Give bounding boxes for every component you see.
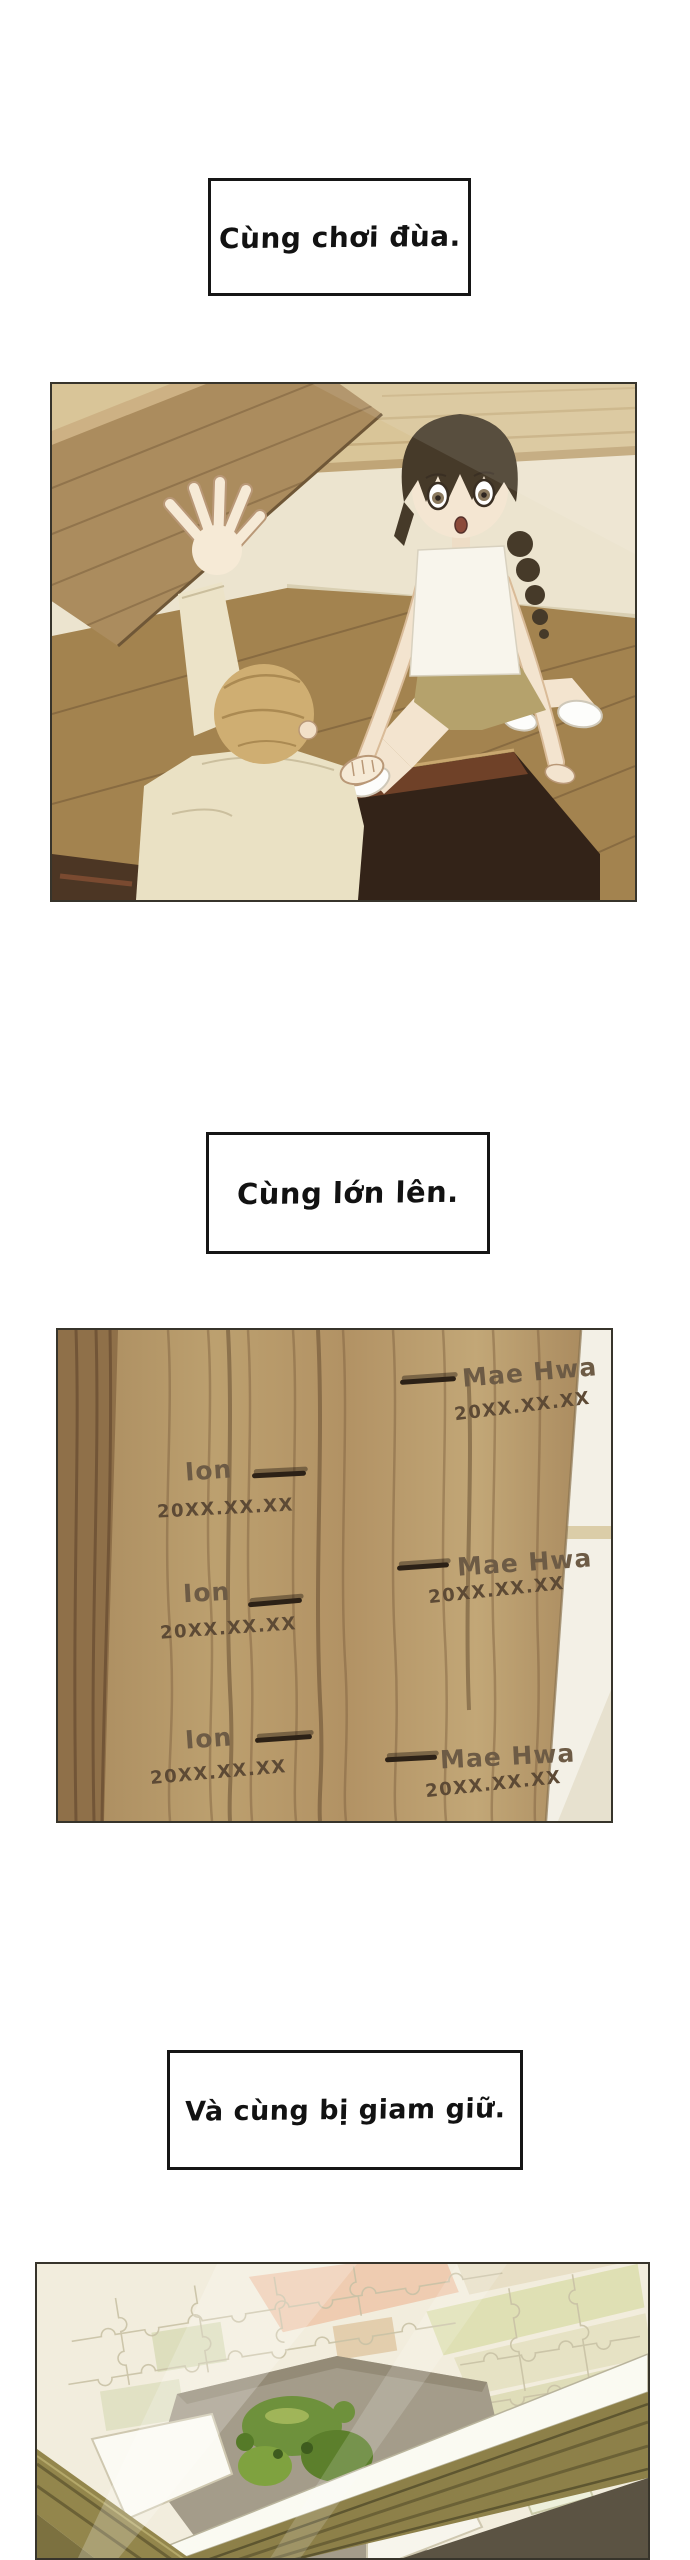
- caption-text: Cùng chơi đùa.: [218, 219, 461, 255]
- height-mark-date: 20XX.XX.XX: [424, 1766, 563, 1803]
- caption-box-grow: [206, 1132, 490, 1254]
- height-mark-name: Mae Hwa: [456, 1543, 594, 1582]
- height-mark-name: Ion: [184, 1722, 234, 1755]
- puzzle-scene-illustration: [37, 2264, 648, 2560]
- caption-box-trapped: [167, 2050, 523, 2170]
- attic-scene-illustration: [52, 384, 635, 900]
- height-mark-name: Mae Hwa: [439, 1738, 576, 1775]
- height-mark-date: 20XX.XX.XX: [159, 1613, 298, 1644]
- height-mark-date: 20XX.XX.XX: [453, 1387, 592, 1426]
- height-mark-date: 20XX.XX.XX: [149, 1756, 288, 1789]
- height-mark-name: Mae Hwa: [460, 1352, 599, 1393]
- panel-growth-chart: [56, 1328, 613, 1823]
- height-mark-date: 20XX.XX.XX: [427, 1572, 566, 1609]
- caption-box-play: [208, 178, 471, 296]
- caption-text: Và cùng bị giam giữ.: [184, 2092, 506, 2128]
- panel-attic-scene: [50, 382, 637, 902]
- height-mark-name: Ion: [184, 1454, 234, 1487]
- height-mark-name: Ion: [182, 1576, 232, 1609]
- height-mark-date: 20XX.XX.XX: [156, 1494, 295, 1523]
- panel-puzzle-scene: [35, 2262, 650, 2560]
- caption-text: Cùng lớn lên.: [236, 1174, 460, 1212]
